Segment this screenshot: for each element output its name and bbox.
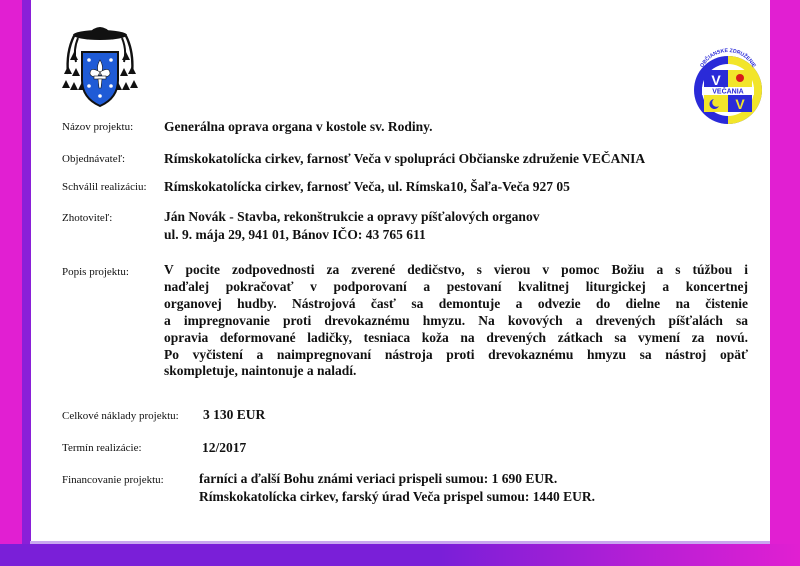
label-funding: Financovanie projektu: (62, 474, 164, 486)
value-contractor-line-2: ul. 9. mája 29, 941 01, Bánov IČO: 43 765 611 (164, 227, 426, 242)
label-contractor: Zhotoviteľ: (62, 212, 113, 224)
logo-letter-bottom: V (735, 96, 745, 112)
value-project-name: Generálna oprava organa v kostole sv. Rodiny. (164, 119, 433, 134)
sun-icon (736, 74, 744, 82)
logo-letter-top: V (711, 72, 721, 88)
label-realization-date: Termín realizácie: (62, 442, 142, 454)
label-description: Popis projektu: (62, 266, 129, 278)
frame-right-stripe (770, 0, 800, 566)
logo-name: VEČANIA (712, 88, 744, 96)
frame-left-inner-stripe (22, 0, 31, 566)
value-contractor-line-1: Ján Novák - Stavba, rekonštrukcie a opravy píšťalových organov (164, 209, 540, 224)
value-client: Rímskokatolícka cirkev, farnosť Veča v spolupráci Občianske združenie VEČANIA (164, 151, 646, 166)
label-total-cost: Celkové náklady projektu: (62, 410, 179, 422)
value-funding-line-1: farníci a ďalší Bohu známi veriaci prispeli sumou: 1 690 EUR. (199, 471, 558, 486)
value-approved-by: Rímskokatolícka cirkev, farnosť Veča, ul. Rímska10, Šaľa-Veča 927 05 (164, 179, 570, 194)
frame-bottom-stripe (0, 544, 800, 566)
value-realization-date: 12/2017 (202, 440, 247, 455)
label-approved-by: Schválil realizáciu: (62, 181, 147, 193)
value-total-cost: 3 130 EUR (203, 407, 266, 422)
label-project-name: Názov projektu: (62, 121, 134, 133)
vecania-logo-icon (690, 46, 766, 126)
value-description: V pocite zodpovednosti za zverené dedičstvo, s vierou v pomoc Božiu a s túžbou i naďalej pokračovať v podporovaní a pestovaní kvalitnej liturgickej a koncertnej organovej hudby. Nástrojová časť sa demontuje a odvezie do dielne na čistenie a impregnovanie proti drevokaznému hmyzu. Na kovových a drevených píšťalách sa opravia deformované ladičky, tesniaca koža na drevených zátkach sa vymení za novú. Po vyčistení a naimpregnovaní nástroja proti drevokaznému hmyzu sa nástroj opäť skompletuje, naintonuje a naladí. (164, 262, 748, 379)
value-funding-line-2: Rímskokatolícka cirkev, farský úrad Veča prispel sumou: 1440 EUR. (199, 489, 596, 504)
label-client: Objednávateľ: (62, 153, 126, 165)
parish-coat-of-arms-icon (60, 22, 140, 110)
logo-ring-text: OBČIANSKE ZDRUŽENIE (699, 47, 757, 69)
